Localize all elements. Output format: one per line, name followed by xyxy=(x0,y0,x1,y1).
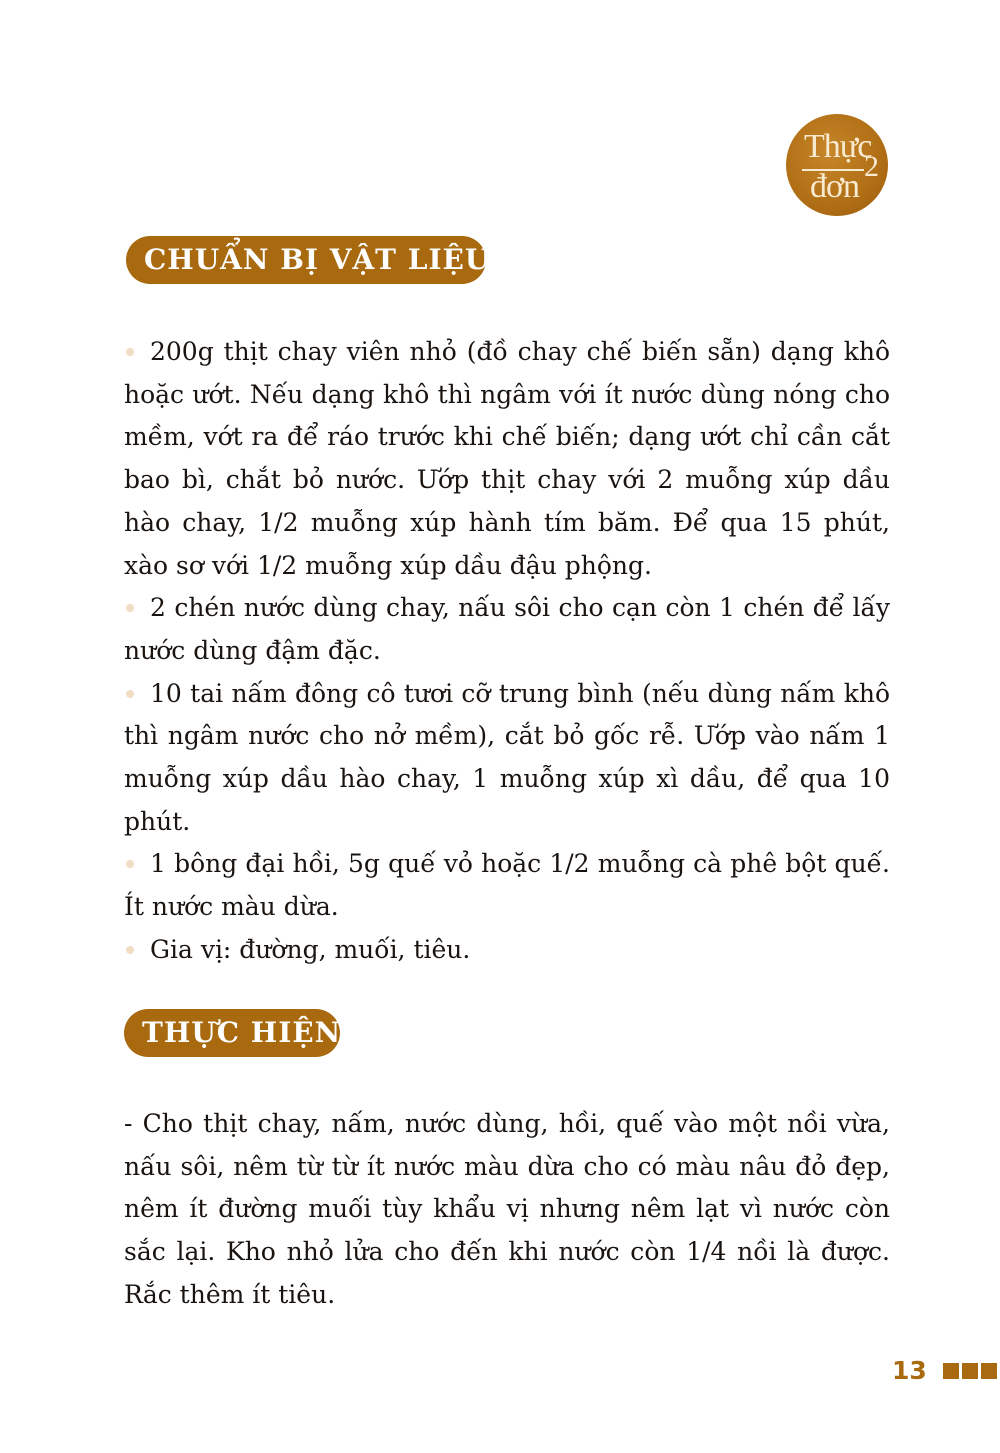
page-number: 13 xyxy=(892,1356,927,1385)
square-icon xyxy=(981,1363,997,1379)
ingredient-text: 10 tai nấm đông cô tươi cỡ trung bình (nếu dùng nấm khô thì ngâm nước cho nở mềm), cắt bỏ gốc rễ. Ướp vào nấm 1 muỗng xúp dầu hào chay, 1 muỗng xúp xì dầu, để qua 10 phút. xyxy=(124,678,890,836)
menu-badge-word-1: Thực xyxy=(804,128,872,165)
list-item xyxy=(124,587,890,672)
ingredient-list xyxy=(124,331,890,972)
list-item xyxy=(124,843,890,928)
square-icon xyxy=(943,1363,959,1379)
bullet-icon xyxy=(126,348,134,356)
page-marker-squares xyxy=(943,1363,1000,1383)
ingredient-text: 200g thịt chay viên nhỏ (đồ chay chế biến sẵn) dạng khô hoặc ướt. Nếu dạng khô thì ngâm với ít nước dùng nóng cho mềm, vớt ra để ráo trước khi chế biến; dạng ướt chỉ cần cắt bao bì, chắt bỏ nước. Ướp thịt chay với 2 muỗng xúp dầu hào chay, 1/2 muỗng xúp hành tím băm. Để qua 15 phút, xào sơ với 1/2 muỗng xúp dầu đậu phộng. xyxy=(124,337,890,580)
ingredient-text: 2 chén nước dùng chay, nấu sôi cho cạn còn 1 chén để lấy nước dùng đậm đặc. xyxy=(124,593,890,665)
ingredient-text: Gia vị: đường, muối, tiêu. xyxy=(150,934,471,964)
square-icon xyxy=(962,1363,978,1379)
section-title-preparation: CHUẨN BỊ VẬT LIỆU: xyxy=(126,236,486,284)
bullet-icon xyxy=(126,690,134,698)
step-paragraph: - Cho thịt chay, nấm, nước dùng, hồi, quế vào một nồi vừa, nấu sôi, nêm từ từ ít nước màu dừa cho có màu nâu đỏ đẹp, nêm ít đường muối tùy khẩu vị nhưng nêm lạt vì nước còn sắc lại. Kho nhỏ lửa cho đến khi nước còn 1/4 nồi là được. Rắc thêm ít tiêu. xyxy=(124,1109,890,1309)
section-title-procedure: THỰC HIỆN: xyxy=(124,1009,340,1057)
bullet-icon xyxy=(126,946,134,954)
menu-badge xyxy=(786,114,888,216)
list-item xyxy=(124,929,890,972)
procedure-steps xyxy=(124,1103,890,1317)
ingredient-text: 1 bông đại hồi, 5g quế vỏ hoặc 1/2 muỗng cà phê bột quế. Ít nước màu dừa. xyxy=(124,849,890,922)
list-item xyxy=(124,673,890,844)
menu-badge-word-2: đơn xyxy=(810,168,859,205)
menu-badge-number: 2 xyxy=(864,150,879,183)
list-item xyxy=(124,331,890,587)
